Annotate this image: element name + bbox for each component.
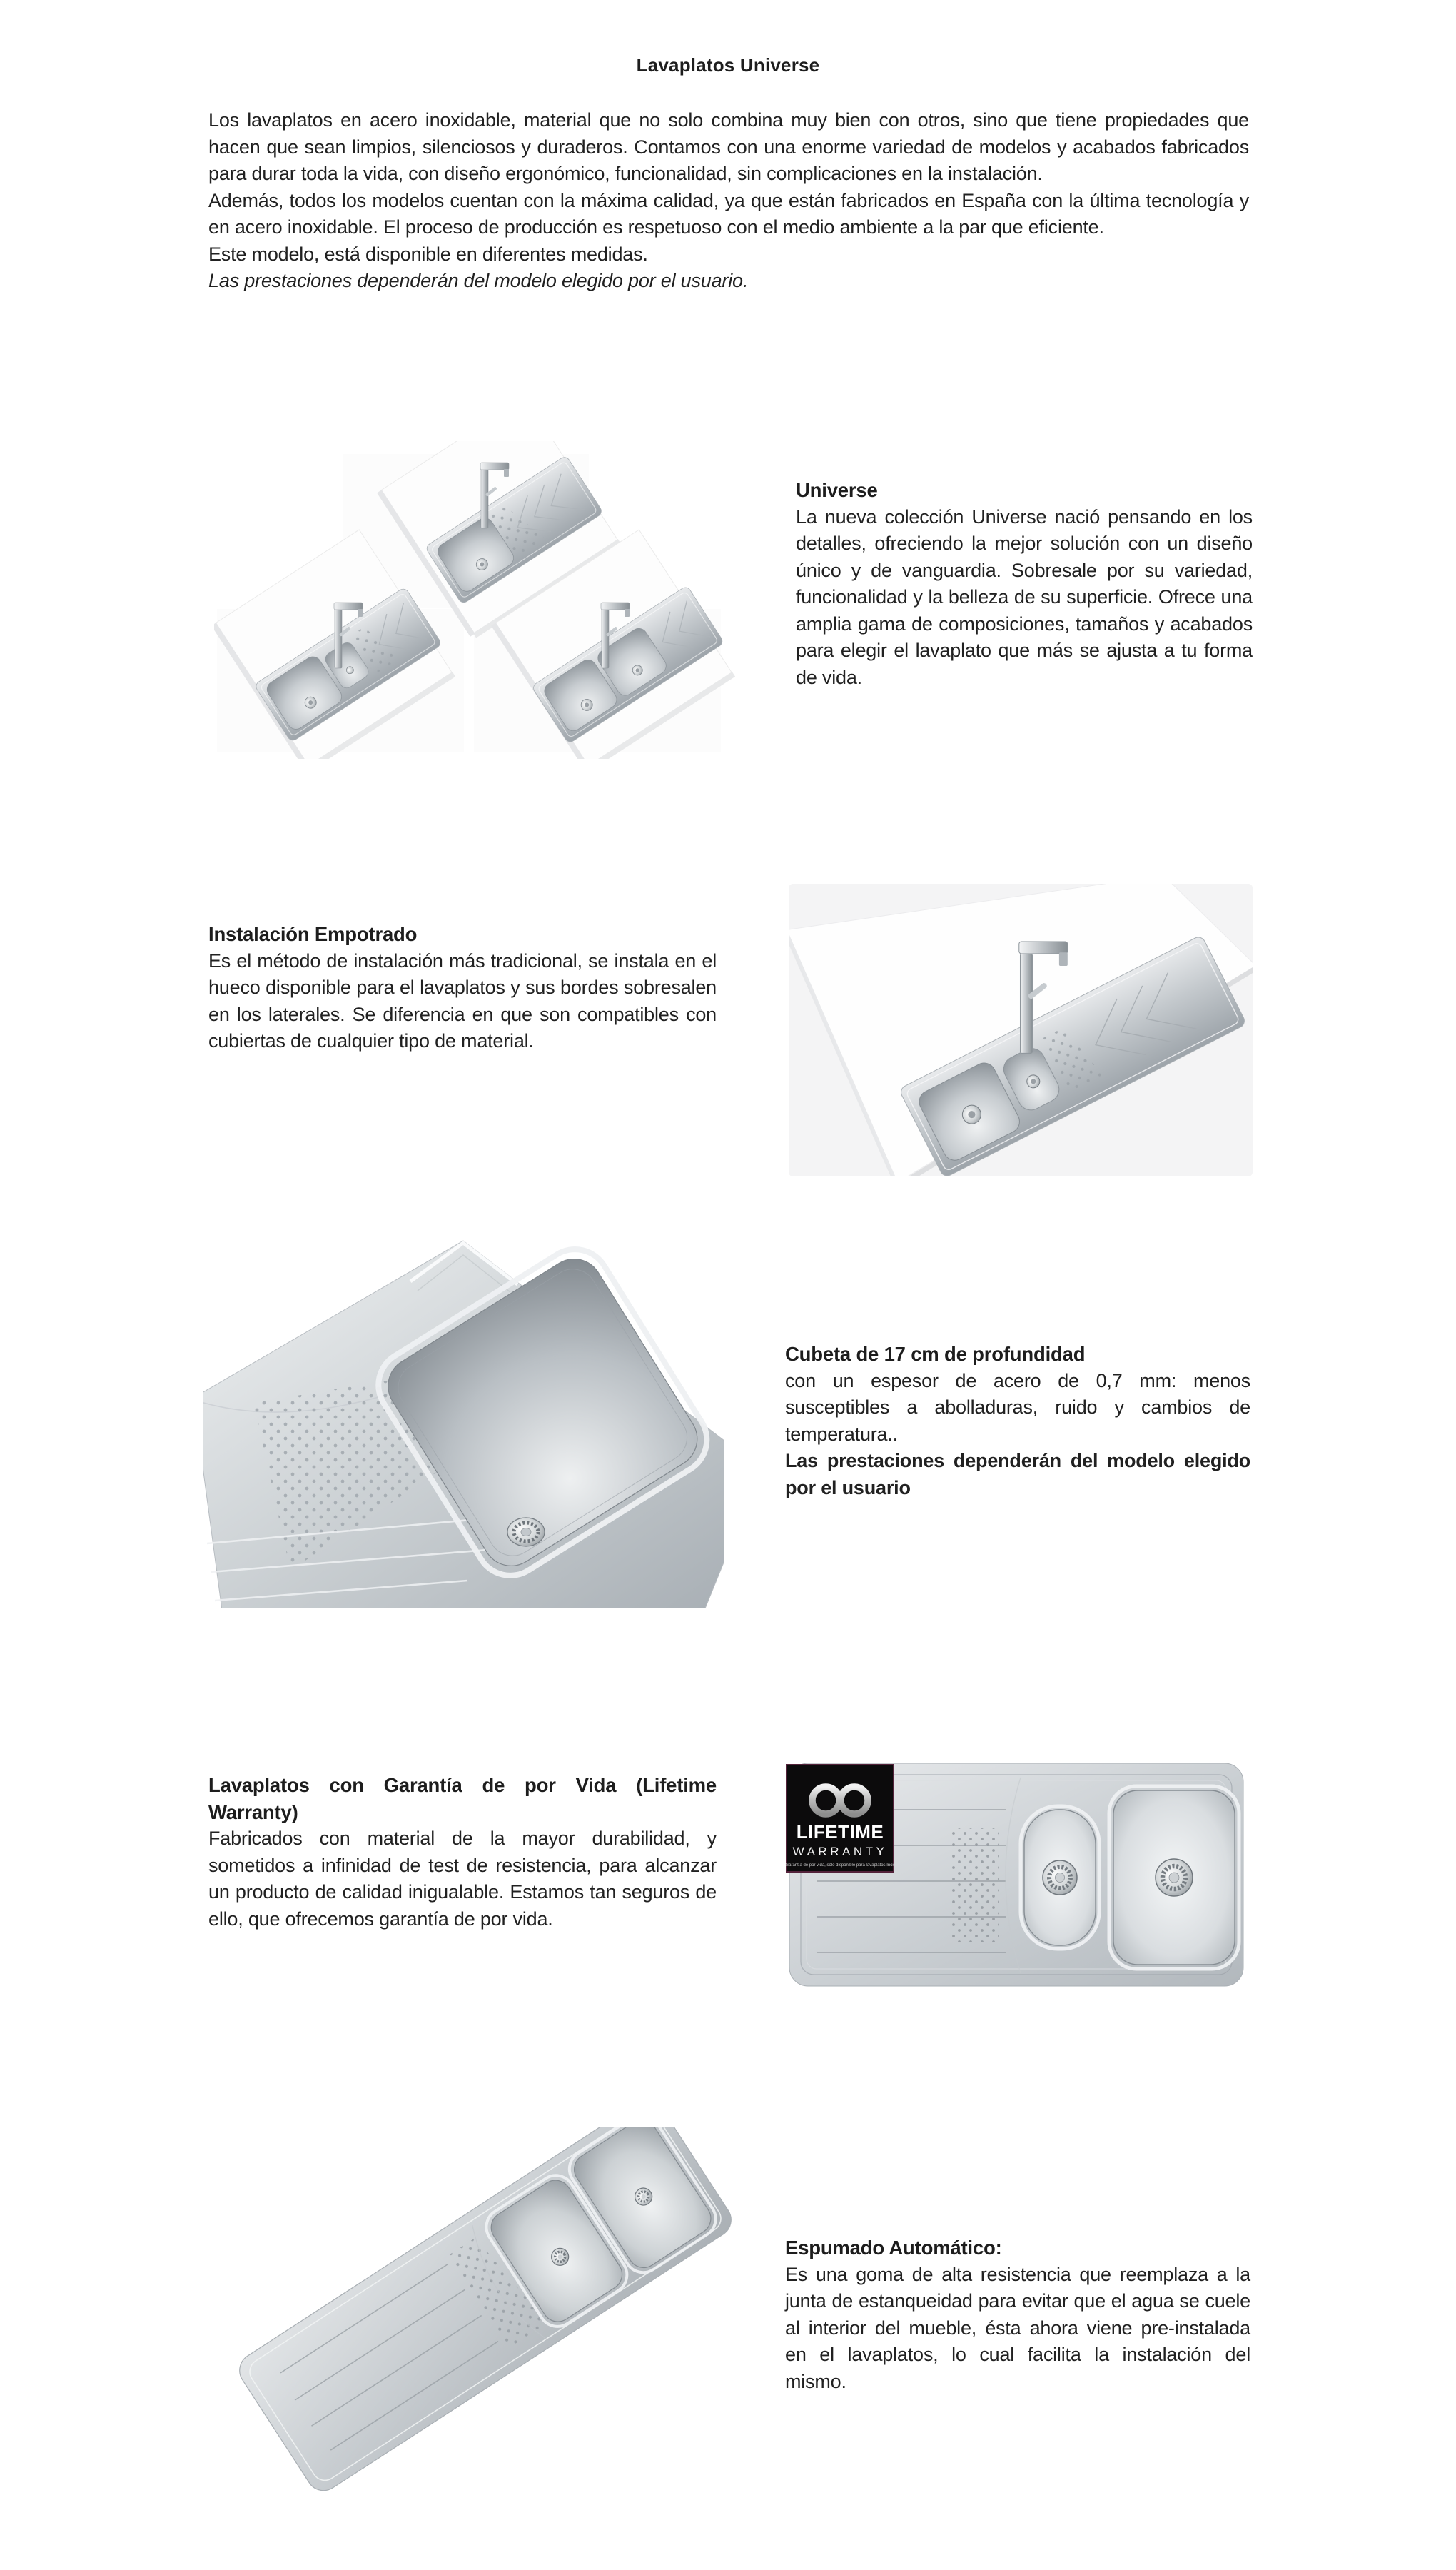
- drainboard-dots: [951, 1828, 999, 1942]
- sink-plate: [233, 2127, 738, 2491]
- intro-paragraphs: [208, 107, 1249, 295]
- section-cubeta-heading: Cubeta de 17 cm de profundidad: [785, 1343, 1086, 1365]
- section-instalacion-body: Es el método de instalación más tradicional, se instala en el hueco disponible para el lavaplatos y sus bordes sobresalen en los laterales. Se diferencia en que son compatibles con cubiertas de cualquier tipo de material.: [208, 949, 717, 1052]
- page-title: Lavaplatos Universe: [636, 54, 820, 76]
- badge-subtext: Garantía de por vida, sólo disponible para lavaplatos Inox: [785, 1863, 895, 1868]
- section-instalacion: [208, 921, 717, 1055]
- drain-icon: [1156, 1859, 1193, 1896]
- section-universe: [796, 477, 1253, 691]
- drain-icon: [1043, 1860, 1077, 1895]
- section-universe-heading: Universe: [796, 479, 878, 501]
- section-universe-body: La nueva colección Universe nació pensando en los detalles, ofreciendo la mejor solución con un diseño único y de vanguardia. Sobresale por su variedad, funcionalidad y la belleza de su superficie. Ofrece una amplia gama de composiciones, tamaños y acabados para elegir el lavaplato que más se ajusta a tu forma de vida.: [796, 505, 1253, 688]
- intro-p1: Los lavaplatos en acero inoxidable, material que no solo combina muy bien con otros, sino que tiene propiedades que hacen que sean limpios, silenciosos y duraderos. Contamos con una enorme variedad de modelos y acabados fabricados para durar toda la vida, con diseño ergonómico, funcionalidad, sin complicaciones en la instalación.: [208, 109, 1249, 184]
- section-garantia-body: Fabricados con material de la mayor durabilidad, y sometidos a infinidad de test de resistencia, para alcanzar un producto de calidad inigualable. Estamos tan seguros de ello, que ofrecemos garantía de por vida.: [208, 1828, 717, 1930]
- section-cubeta-note: Las prestaciones dependerán del modelo elegido por el usuario: [785, 1450, 1250, 1498]
- double-bowl-sink-image: [214, 2127, 757, 2491]
- sink-collection-image: [214, 441, 746, 759]
- sink-installed-image: [789, 884, 1253, 1176]
- lifetime-warranty-sink-image: [785, 1756, 1248, 1993]
- section-instalacion-heading: Instalación Empotrado: [208, 923, 418, 945]
- intro-p2: Además, todos los modelos cuentan con la máxima calidad, ya que están fabricados en España con la última tecnología y en acero inoxidable. El proceso de producción es respetuoso con el medio ambiente a la par que eficiente.: [208, 189, 1249, 238]
- badge-line1: LIFETIME: [796, 1821, 884, 1843]
- section-cubeta: [785, 1341, 1250, 1501]
- intro-p3: Este modelo, está disponible en diferentes medidas.: [208, 243, 648, 265]
- deep-bowl-closeup-image: [203, 1214, 724, 1608]
- section-garantia-heading: Lavaplatos con Garantía de por Vida (Lifetime Warranty): [208, 1774, 717, 1823]
- intro-note-italic: Las prestaciones dependerán del modelo elegido por el usuario.: [208, 270, 749, 291]
- section-espumado-body: Es una goma de alta resistencia que reemplaza a la junta de estanqueidad para evitar que el agua se cuele al interior del mueble, ésta ahora viene pre-instalada en el lavaplatos, lo cual facilita la instalación del mismo.: [785, 2263, 1250, 2392]
- section-garantia: [208, 1772, 717, 1932]
- section-espumado: [785, 2234, 1250, 2395]
- lifetime-warranty-badge: [785, 1765, 894, 1872]
- section-cubeta-body: con un espesor de acero de 0,7 mm: menos susceptibles a abolladuras, ruido y cambios de temperatura..: [785, 1369, 1250, 1445]
- section-espumado-heading: Espumado Automático:: [785, 2237, 1002, 2259]
- badge-line2: WARRANTY: [792, 1845, 888, 1858]
